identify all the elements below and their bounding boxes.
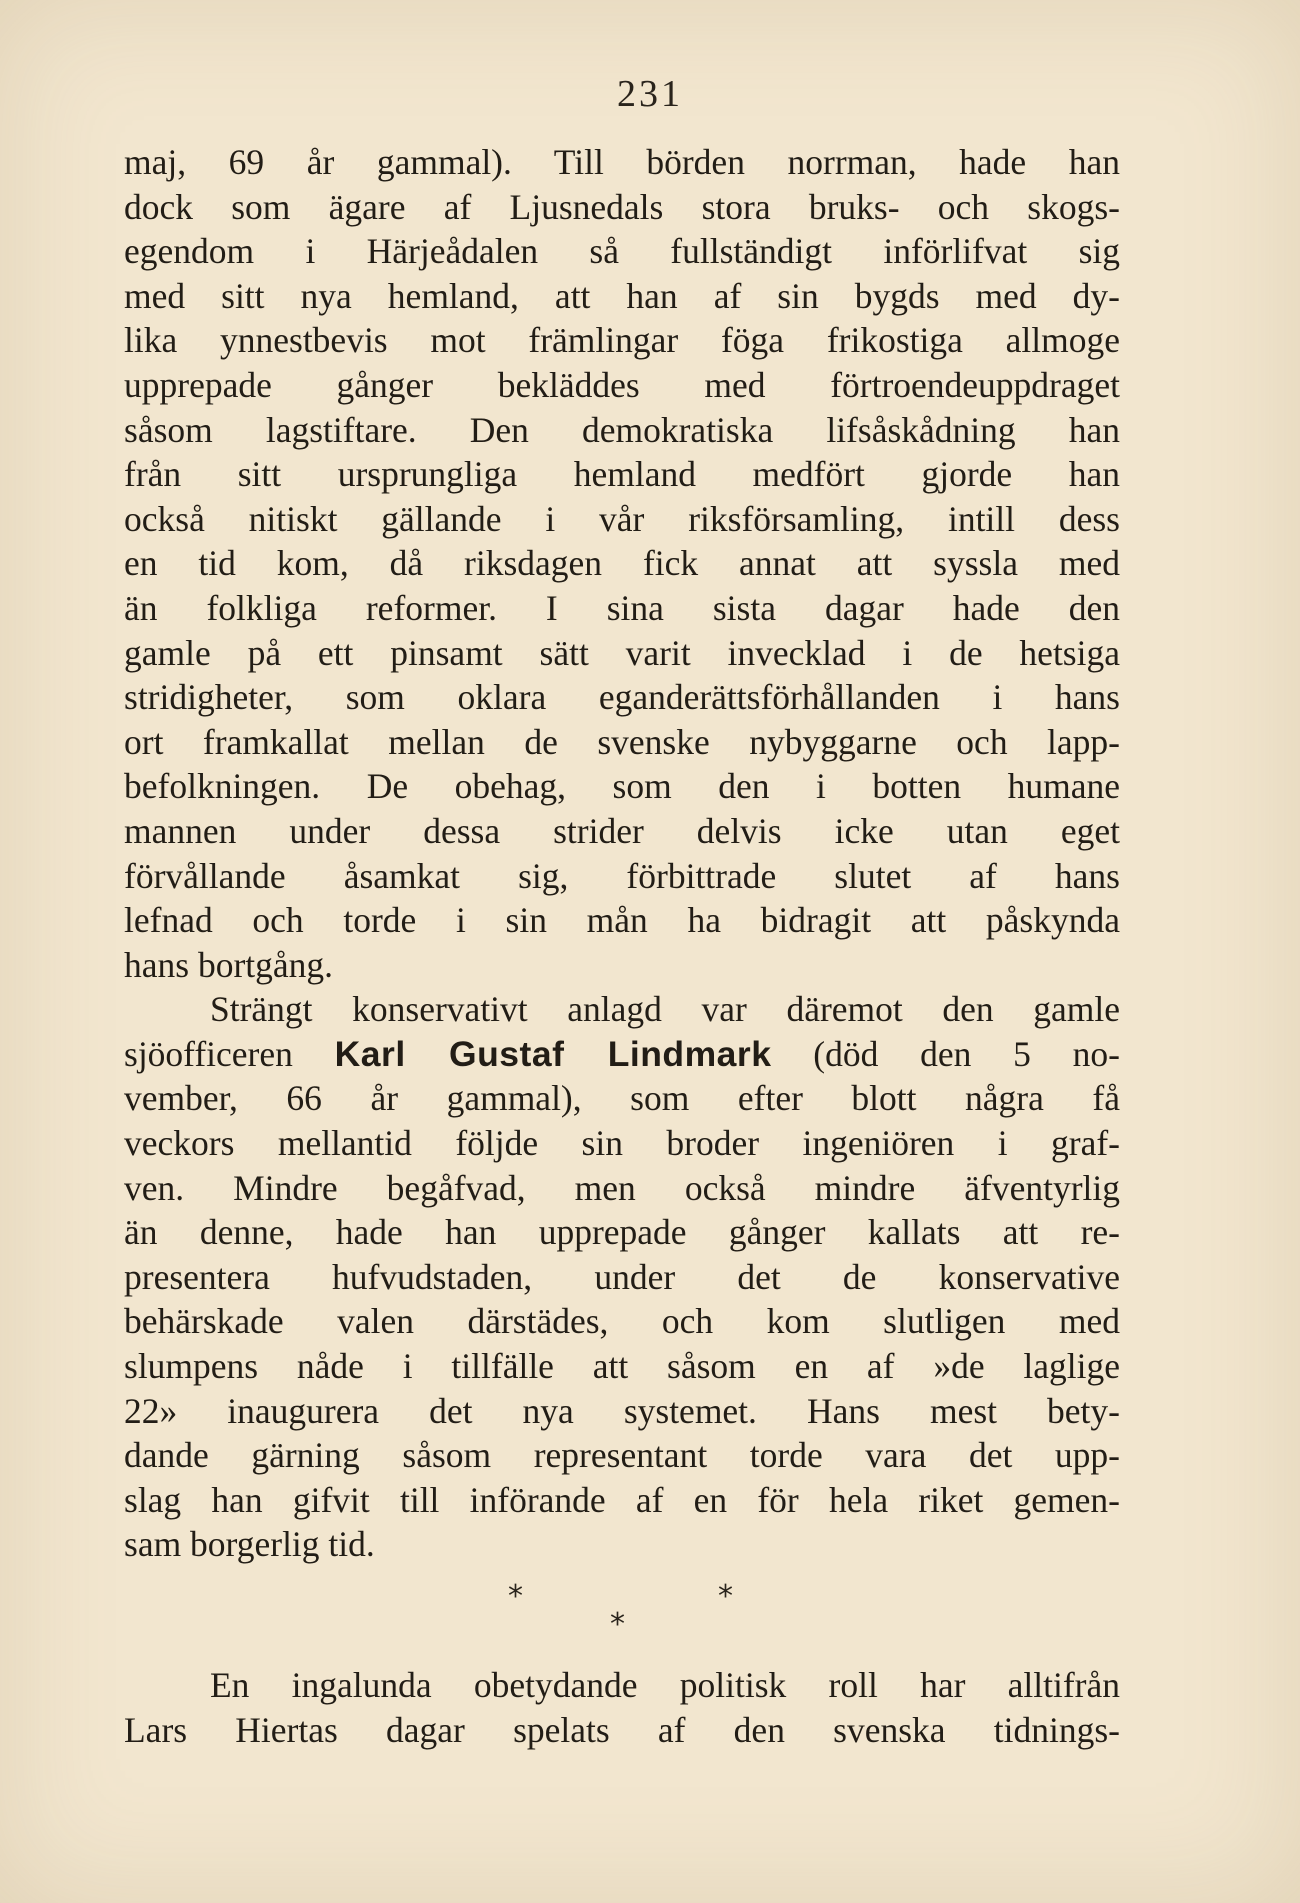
text-line: upprepade gånger bekläddes med förtroendeuppdraget <box>124 364 1120 405</box>
text-line: sam borgerlig tid. <box>124 1524 375 1565</box>
text-line: dande gärning såsom representant torde vara det upp- <box>124 1435 1120 1476</box>
text-line: än folkliga reformer. I sina sista dagar hade den <box>124 587 1120 628</box>
page-body <box>124 140 1120 1752</box>
text-line: en tid kom, då riksdagen fick annat att syssla med <box>124 543 1120 584</box>
text-line: behärskade valen därstädes, och kom slutligen med <box>124 1301 1120 1342</box>
text-fragment: sjöofficeren <box>124 1033 335 1074</box>
text-line: mannen under dessa strider delvis icke utan eget <box>124 810 1120 851</box>
page-number: 231 <box>617 73 683 115</box>
text-line: presentera hufvudstaden, under det de konservative <box>124 1256 1120 1297</box>
text-line: befolkningen. De obehag, som den i botten humane <box>124 766 1120 807</box>
text-line: lefnad och torde i sin mån ha bidragit att påskynda <box>124 900 1120 941</box>
text-line: Strängt konservativt anlagd var däremot den gamle <box>210 989 1120 1030</box>
asterisk: * <box>610 1607 625 1642</box>
text-line: förvållande åsamkat sig, förbittrade slutet af hans <box>124 855 1120 896</box>
text-line: vember, 66 år gammal), som efter blott några få <box>124 1078 1120 1119</box>
text-line: slumpens nåde i tillfälle att såsom en af »de laglige <box>124 1346 1120 1387</box>
text-line: med sitt nya hemland, att han af sin bygds med dy- <box>124 275 1120 316</box>
text-line: 22» inaugurera det nya systemet. Hans mest bety- <box>124 1390 1120 1431</box>
text-line: såsom lagstiftare. Den demokratiska lifsåskådning han <box>124 409 1120 450</box>
person-name: Karl Gustaf Lindmark <box>334 1033 772 1074</box>
paragraph-1 <box>124 140 1120 987</box>
text-line: än denne, hade han upprepade gånger kallats att re- <box>124 1212 1120 1253</box>
text-line: ven. Mindre begåfvad, men också mindre äfventyrlig <box>124 1167 1120 1208</box>
text-line: lika ynnestbevis mot främlingar föga frikostiga allmoge <box>124 320 1120 361</box>
text-line: dock som ägare af Ljusnedals stora bruks- och skogs- <box>124 186 1120 227</box>
paragraph-3 <box>124 1663 1120 1752</box>
text-fragment: (död den 5 no- <box>771 1033 1120 1074</box>
text-line: gamle på ett pinsamt sätt varit invecklad i de hetsiga <box>124 632 1120 673</box>
text-line: också nitiskt gällande i vår riksförsamling, intill dess <box>124 498 1120 539</box>
text-line: Lars Hiertas dagar spelats af den svenska tidnings- <box>124 1709 1120 1750</box>
text-line-with-name <box>124 1032 1120 1077</box>
asterisk: * <box>508 1579 523 1614</box>
text-line: ort framkallat mellan de svenske nybyggarne och lapp- <box>124 721 1120 762</box>
section-separator <box>124 1567 1120 1663</box>
asterisk: * <box>718 1579 733 1614</box>
text-line: slag han gifvit till införande af en för hela riket gemen- <box>124 1479 1120 1520</box>
text-line: hans bortgång. <box>124 944 334 985</box>
paragraph-2 <box>124 987 1120 1567</box>
text-line: maj, 69 år gammal). Till börden norrman, hade han <box>124 142 1120 182</box>
text-line: från sitt ursprungliga hemland medfört gjorde han <box>124 454 1120 495</box>
text-line: En ingalunda obetydande politisk roll har alltifrån <box>210 1665 1120 1705</box>
text-line: stridigheter, som oklara eganderättsförhållanden i hans <box>124 677 1120 718</box>
text-line: egendom i Härjeådalen så fullständigt införlifvat sig <box>124 231 1120 272</box>
text-line: veckors mellantid följde sin broder ingeniören i graf- <box>124 1123 1120 1164</box>
